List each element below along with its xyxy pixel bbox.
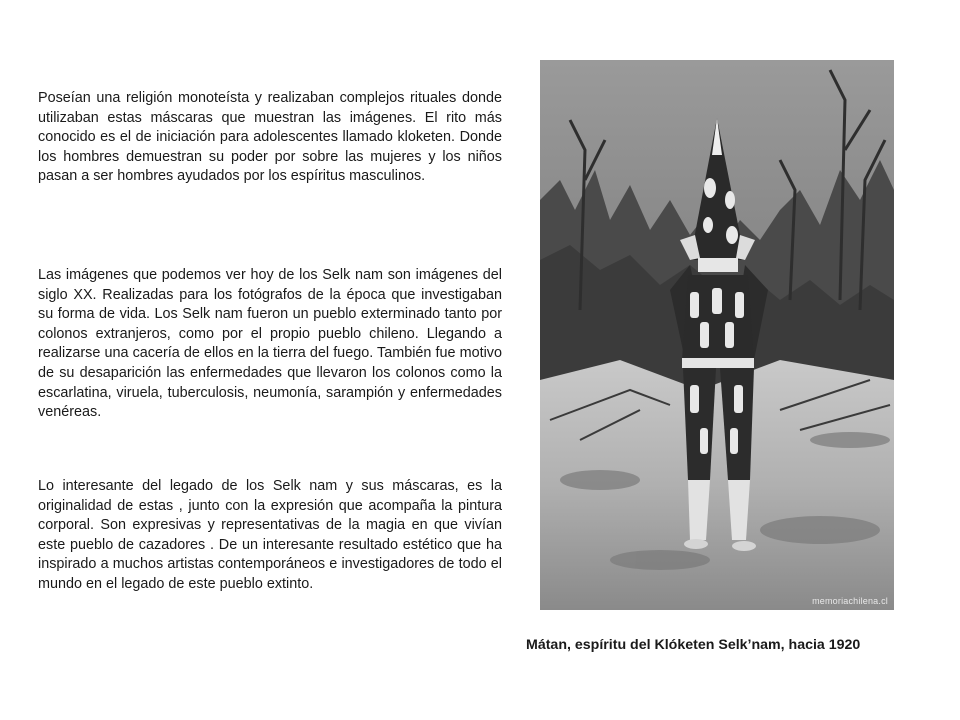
- photo-illustration: [540, 60, 894, 610]
- historical-photo: [540, 60, 894, 610]
- photo-caption: Mátan, espíritu del Klóketen Selk’nam, hacia 1920: [526, 637, 861, 653]
- paragraph-religion: Poseían una religión monoteísta y realizaban complejos rituales donde utilizaban estas máscaras que muestran las imágenes. El rito más conocido es el de iniciación para adolescentes llamado kloketen. Donde los hombres demuestran su poder por sobre las mujeres y los niños pasan a ser hombres ayudados por los espíritus masculinos.: [38, 90, 502, 185]
- photo-watermark: memoriachilena.cl: [812, 596, 888, 606]
- paragraph-legacy: Lo interesante del legado de los Selk nam y sus máscaras, es la originalidad de estas , junto con la expresión que acompaña la pintura corporal. Son expresivas y representativas de la magia en que vivían este pueblo de cazadores . De un interesante resultado estético que ha inspirado a muchos artistas contemporáneos e investigadores de todo el mundo en el legado de este pueblo extinto.: [38, 478, 502, 592]
- paragraph-images-history: Las imágenes que podemos ver hoy de los Selk nam son imágenes del siglo XX. Realizadas para los fotógrafos de la época que investigaban su forma de vida. Los Selk nam fueron un pueblo exterminado tanto por colonos extranjeros, como por el propio pueblo chileno. Llegando a realizarse una cacería de ellos en la tierra del fuego. También fue motivo de su desaparición las enfermedades que llevaron los colonos como la escarlatina, viruela, tuberculosis, neumonía, sarampión y enfermedades venéreas.: [38, 267, 502, 421]
